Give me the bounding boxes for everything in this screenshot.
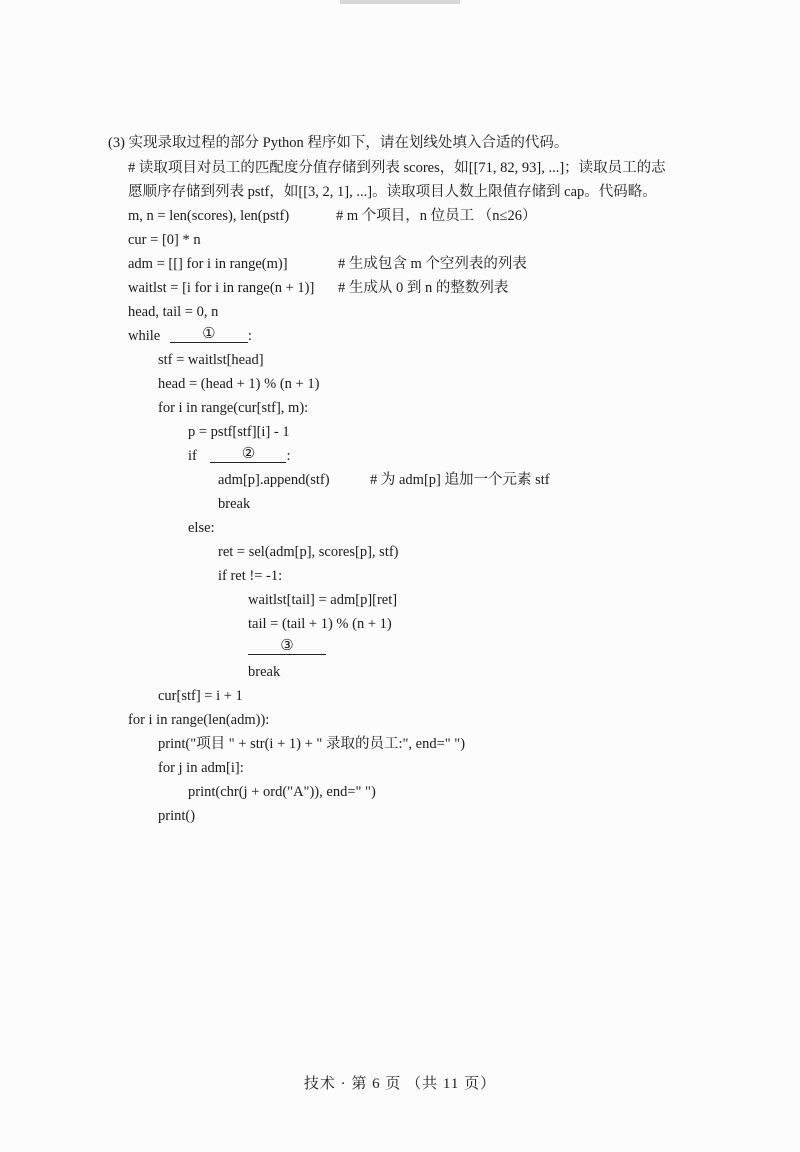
code-line-8: head = (head + 1) % (n + 1) bbox=[158, 376, 320, 392]
code-line-blank3 bbox=[248, 638, 326, 658]
scan-mark bbox=[340, 0, 460, 4]
code-line-3-comment: # 生成包含 m 个空列表的列表 bbox=[338, 256, 527, 272]
page-footer: 技术 · 第 6 页 （共 11 页） bbox=[303, 1076, 497, 1092]
code-line-9: for i in range(cur[stf], m): bbox=[158, 400, 309, 416]
code-line-12-comment: # 为 adm[p] 追加一个元素 stf bbox=[370, 472, 550, 488]
code-line-while bbox=[128, 326, 252, 346]
code-line-if bbox=[188, 446, 291, 466]
code-line-1-comment: # m 个项目，n 位员工 （n≤26） bbox=[336, 208, 537, 224]
code-line-1: m, n = len(scores), len(pstf) bbox=[128, 208, 290, 224]
code-line-14: else: bbox=[188, 520, 215, 536]
code-line-3: adm = [[] for i in range(m)] bbox=[128, 256, 288, 272]
code-line-18: tail = (tail + 1) % (n + 1) bbox=[248, 616, 392, 632]
blank-2-marker: ② bbox=[241, 446, 256, 462]
code-line-7: stf = waitlst[head] bbox=[158, 352, 264, 368]
code-line-23: for j in adm[i]: bbox=[158, 760, 244, 776]
code-line-15: ret = sel(adm[p], scores[p], stf) bbox=[218, 544, 399, 560]
code-line-20: cur[stf] = i + 1 bbox=[158, 688, 243, 704]
code-line-25: print() bbox=[158, 808, 196, 824]
question-header: (3) 实现录取过程的部分 Python 程序如下，请在划线处填入合适的代码。 bbox=[108, 135, 569, 151]
if-keyword: if bbox=[188, 448, 197, 464]
code-line-17: waitlst[tail] = adm[p][ret] bbox=[248, 592, 398, 608]
code-line-2: cur = [0] * n bbox=[128, 232, 201, 248]
answer-blank-2[interactable] bbox=[210, 446, 286, 463]
code-line-4: waitlst = [i for i in range(n + 1)] bbox=[128, 280, 315, 296]
if-colon: : bbox=[286, 448, 291, 464]
code-line-10: p = pstf[stf][i] - 1 bbox=[188, 424, 290, 440]
code-line-4-comment: # 生成从 0 到 n 的整数列表 bbox=[338, 280, 509, 296]
code-line-13: break bbox=[218, 496, 251, 512]
comment-line-1: # 读取项目对员工的匹配度分值存储到列表 scores，如[[71, 82, 93], ...]；读取员工的志 bbox=[128, 160, 666, 176]
code-line-12: adm[p].append(stf) bbox=[218, 472, 330, 488]
code-line-5: head, tail = 0, n bbox=[128, 304, 219, 320]
code-line-21: for i in range(len(adm)): bbox=[128, 712, 270, 728]
answer-blank-1[interactable] bbox=[170, 326, 248, 343]
comment-line-2: 愿顺序存储到列表 pstf，如[[3, 2, 1], ...]。读取项目人数上限值存储到 cap。代码略。 bbox=[128, 184, 657, 200]
code-line-19: break bbox=[248, 664, 281, 680]
code-line-16: if ret != -1: bbox=[218, 568, 283, 584]
answer-blank-3[interactable] bbox=[248, 638, 326, 655]
blank-1-marker: ① bbox=[202, 326, 216, 342]
blank-3-marker: ③ bbox=[280, 638, 294, 654]
while-keyword: while bbox=[128, 328, 161, 344]
while-colon: : bbox=[247, 328, 252, 344]
code-line-22: print("项目 " + str(i + 1) + " 录取的员工:", end=" ") bbox=[158, 736, 466, 752]
code-line-24: print(chr(j + ord("A")), end=" ") bbox=[188, 784, 376, 800]
